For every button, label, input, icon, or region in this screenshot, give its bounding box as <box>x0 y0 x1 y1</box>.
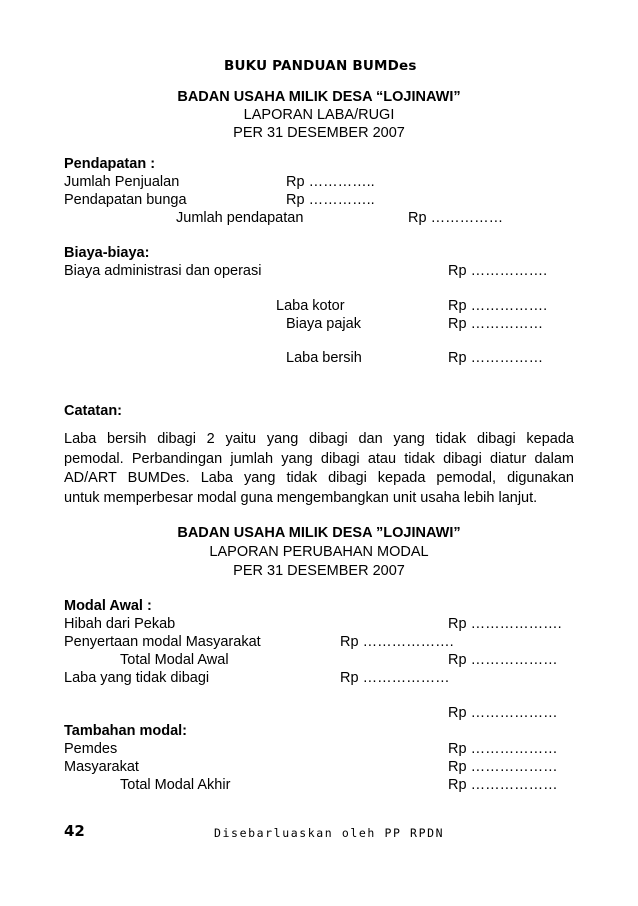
laba-kotor-label: Laba kotor <box>276 298 345 314</box>
jumlah-penjualan-label: Jumlah Penjualan <box>64 174 180 190</box>
penyertaan-value: Rp ………………. <box>340 634 454 650</box>
biaya-pajak-value: Rp …………… <box>448 316 544 332</box>
hibah-label: Hibah dari Pekab <box>64 616 176 632</box>
catatan-line: untuk memperbesar modal guna mengembangkan unit usaha lebih lanjut. <box>64 489 538 506</box>
laba-bersih-label: Laba bersih <box>286 350 362 366</box>
total-modal-akhir-label: Total Modal Akhir <box>120 777 231 793</box>
laba-tidak-dibagi-value: Rp ……………… <box>340 670 450 686</box>
modal-awal-heading: Modal Awal : <box>64 598 152 614</box>
masyarakat-label: Masyarakat <box>64 759 139 775</box>
perubahan-modal-date: PER 31 DESEMBER 2007 <box>233 563 405 579</box>
laba-tidak-dibagi-label: Laba yang tidak dibagi <box>64 670 210 686</box>
masyarakat-value: Rp ……………… <box>448 759 558 775</box>
catatan-line: pemodal. Perbandingan jumlah yang dibagi atau tidak dibagi diatur dalam <box>64 450 574 467</box>
perubahan-modal-org: BADAN USAHA MILIK DESA ”LOJINAWI” <box>177 525 461 541</box>
biaya-admin-label: Biaya administrasi dan operasi <box>64 263 262 279</box>
tambahan-modal-heading: Tambahan modal: <box>64 723 187 739</box>
book-header: BUKU PANDUAN BUMDes <box>224 58 417 74</box>
hibah-value: Rp ………………. <box>448 616 562 632</box>
jumlah-pendapatan-value: Rp …………… <box>408 210 504 226</box>
laba-rugi-title: LAPORAN LABA/RUGI <box>243 107 395 123</box>
pemdes-label: Pemdes <box>64 741 118 757</box>
laba-bersih-value: Rp …………… <box>448 350 544 366</box>
pendapatan-bunga-value: Rp ………….. <box>286 192 375 208</box>
laba-rugi-date: PER 31 DESEMBER 2007 <box>233 125 405 141</box>
subtotal-value: Rp ……………… <box>448 705 558 721</box>
total-modal-akhir-value: Rp ……………… <box>448 777 558 793</box>
pemdes-value: Rp ……………… <box>448 741 558 757</box>
catatan-line: Laba bersih dibagi 2 yaitu yang dibagi dan yang tidak dibagi kepada <box>64 431 574 447</box>
total-modal-awal-label: Total Modal Awal <box>120 652 229 668</box>
perubahan-modal-title: LAPORAN PERUBAHAN MODAL <box>209 544 429 560</box>
pendapatan-heading: Pendapatan : <box>64 156 156 172</box>
biaya-admin-value: Rp ……………. <box>448 263 548 279</box>
laba-rugi-org: BADAN USAHA MILIK DESA “LOJINAWI” <box>177 89 461 105</box>
catatan-paragraph <box>64 430 574 508</box>
catatan-line: AD/ART BUMDes. Laba yang tidak dibagi kepada pemodal, digunakan <box>64 470 574 486</box>
total-modal-awal-value: Rp ……………… <box>448 652 558 668</box>
biaya-heading: Biaya-biaya: <box>64 245 150 261</box>
footer-text: Disebarluaskan oleh PP RPDN <box>214 826 445 840</box>
jumlah-pendapatan-label: Jumlah pendapatan <box>176 210 304 226</box>
penyertaan-label: Penyertaan modal Masyarakat <box>64 634 261 650</box>
biaya-pajak-label: Biaya pajak <box>286 316 361 332</box>
jumlah-penjualan-value: Rp ………….. <box>286 174 375 190</box>
pendapatan-bunga-label: Pendapatan bunga <box>64 192 187 208</box>
catatan-heading: Catatan: <box>64 403 123 419</box>
laba-kotor-value: Rp ……………. <box>448 298 548 314</box>
page-number: 42 <box>64 822 85 840</box>
